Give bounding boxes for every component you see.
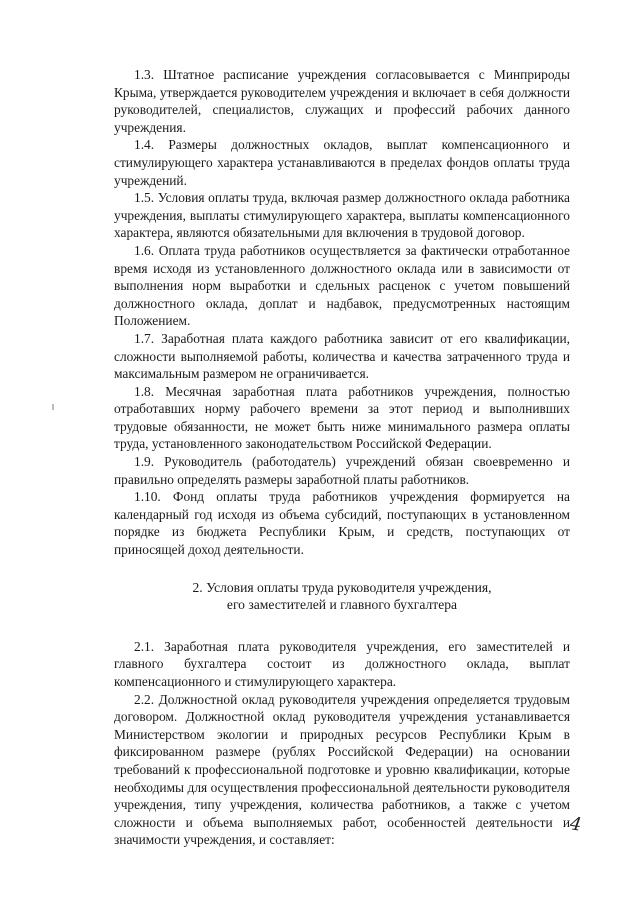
section-2-heading-line-1: 2. Условия оплаты труда руководителя учреждения, xyxy=(192,579,492,595)
paragraph-2-1: 2.1. Заработная плата руководителя учреждения, его заместителей и главного бухгалтера состоит из должностного оклада, выплат компенсационного и стимулирующего характера. xyxy=(114,638,570,689)
paragraph-1-5: 1.5. Условия оплаты труда, включая размер должностного оклада работника учреждения, выплаты стимулирующего характера, выплаты компенсационного характера, являются обязательными для включения в трудовой договор. xyxy=(114,190,570,241)
section-2-heading xyxy=(114,579,570,614)
paragraph-1-9: 1.9. Руководитель (работодатель) учреждений обязан своевременно и правильно определять размеры заработной платы работников. xyxy=(114,454,570,487)
paragraph-1-3: 1.3. Штатное расписание учреждения согласовывается с Минприроды Крыма, утверждается руководителем учреждения и включает в себя должности руководителей, специалистов, служащих и профессий рабочих данного учреждения. xyxy=(114,67,570,135)
paragraph-1-6: 1.6. Оплата труда работников осуществляется за фактически отработанное время исходя из установленного должностного оклада или в зависимости от выполнения норм выработки и сдельных расценок с учетом повышений должностного оклада, доплат и надбавок, предусмотренных настоящим Положением. xyxy=(114,242,570,329)
paragraph-1-4: 1.4. Размеры должностных окладов, выплат компенсационного и стимулирующего характера устанавливаются в пределах фондов оплаты труда учреждений. xyxy=(114,137,570,188)
scan-artifact xyxy=(52,404,54,410)
page-number: 4 xyxy=(568,813,583,836)
paragraph-1-7: 1.7. Заработная плата каждого работника зависит от его квалификации, сложности выполняемой работы, количества и качества затраченного труда и максимальным размером не ограничивается. xyxy=(114,330,570,382)
paragraph-1-8: 1.8. Месячная заработная плата работников учреждения, полностью отработавших норму рабочего времени за этот период и выполнивших трудовые обязанности, не может быть ниже минимального размера оплаты труда, установленного законодательством Российской Федерации. xyxy=(114,383,570,452)
section-2-heading-line-2: его заместителей и главного бухгалтера xyxy=(226,597,458,613)
paragraph-2-2: 2.2. Должностной оклад руководителя учреждения определяется трудовым договором. Должностной оклад руководителя учреждения устанавливается Министерством экологии и природных ресурсов Республики Крым в фиксированном размере (рублях Российской Федерации) на основании требований к профессиональной подготовке и уровню квалификации, которые необходимы для осуществления профессиональной деятельности руководителя учреждения, типу учреждения, количества работников, а также с учетом сложности и объема выполняемых работ, особенностей деятельности и значимости учреждения, и составляет: xyxy=(114,691,570,848)
document-body xyxy=(114,66,570,849)
paragraph-1-10: 1.10. Фонд оплаты труда работников учреждения формируется на календарный год исходя из объема субсидий, поступающих в установленном порядке из бюджета Республики Крым, и средств, поступающих от приносящей доход деятельности. xyxy=(114,489,570,558)
